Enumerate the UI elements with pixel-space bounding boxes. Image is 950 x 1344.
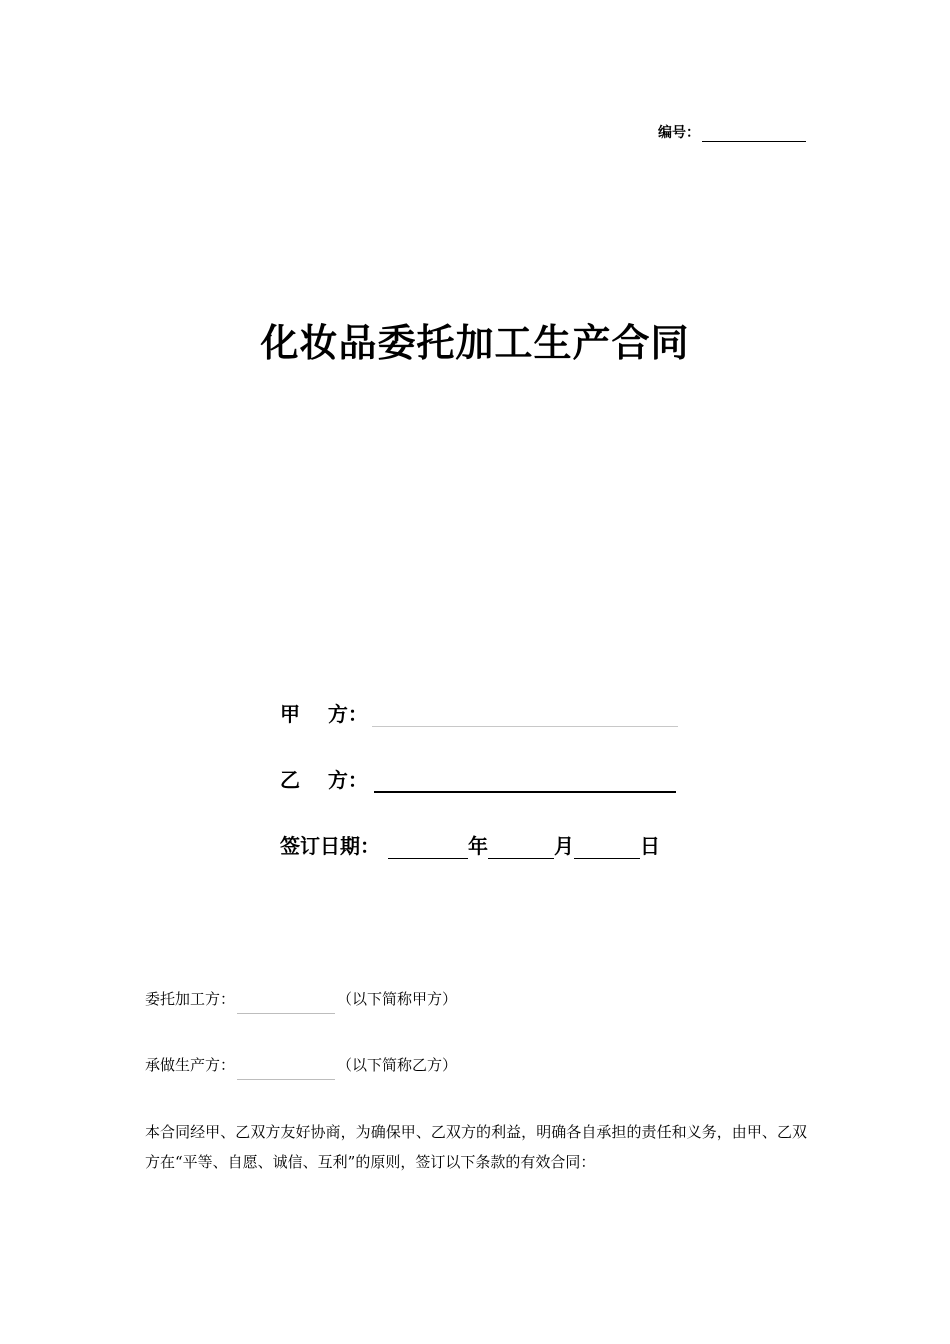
party-b-row [280,764,676,793]
entrust-party-blank [237,995,335,1014]
contract-title: 化妆品委托加工生产合同 [260,320,690,365]
producer-party-label: 承做生产方： [145,1056,236,1074]
serial-number-blank [702,125,806,142]
year-label: 年 [468,834,488,858]
entrust-party-note: （以下简称甲方） [337,990,458,1008]
serial-number [658,122,806,142]
party-b-blank [374,771,676,793]
serial-number-label: 编号： [658,125,700,141]
signing-date-label: 签订日期： [280,834,380,858]
producer-party-blank [237,1061,335,1080]
year-blank [388,838,468,859]
month-blank [488,838,554,859]
entrust-party-row [145,984,457,1014]
month-label: 月 [554,834,574,858]
entrust-party-label: 委托加工方： [145,990,236,1008]
party-a-blank [372,706,678,727]
party-b-label: 乙 方： [280,768,368,792]
party-a-row [280,698,678,727]
party-a-label: 甲 方： [280,702,368,726]
signing-date-row [280,830,660,859]
intro-paragraph: 本合同经甲、乙双方友好协商，为确保甲、乙双方的利益，明确各自承担的责任和义务，由甲、乙双方在“平等、自愿、诚信、互利”的原则，签订以下条款的有效合同： [145,1123,807,1171]
producer-party-row [145,1050,457,1080]
day-label: 日 [640,834,660,858]
producer-party-note: （以下简称乙方） [337,1056,458,1074]
day-blank [574,838,640,859]
